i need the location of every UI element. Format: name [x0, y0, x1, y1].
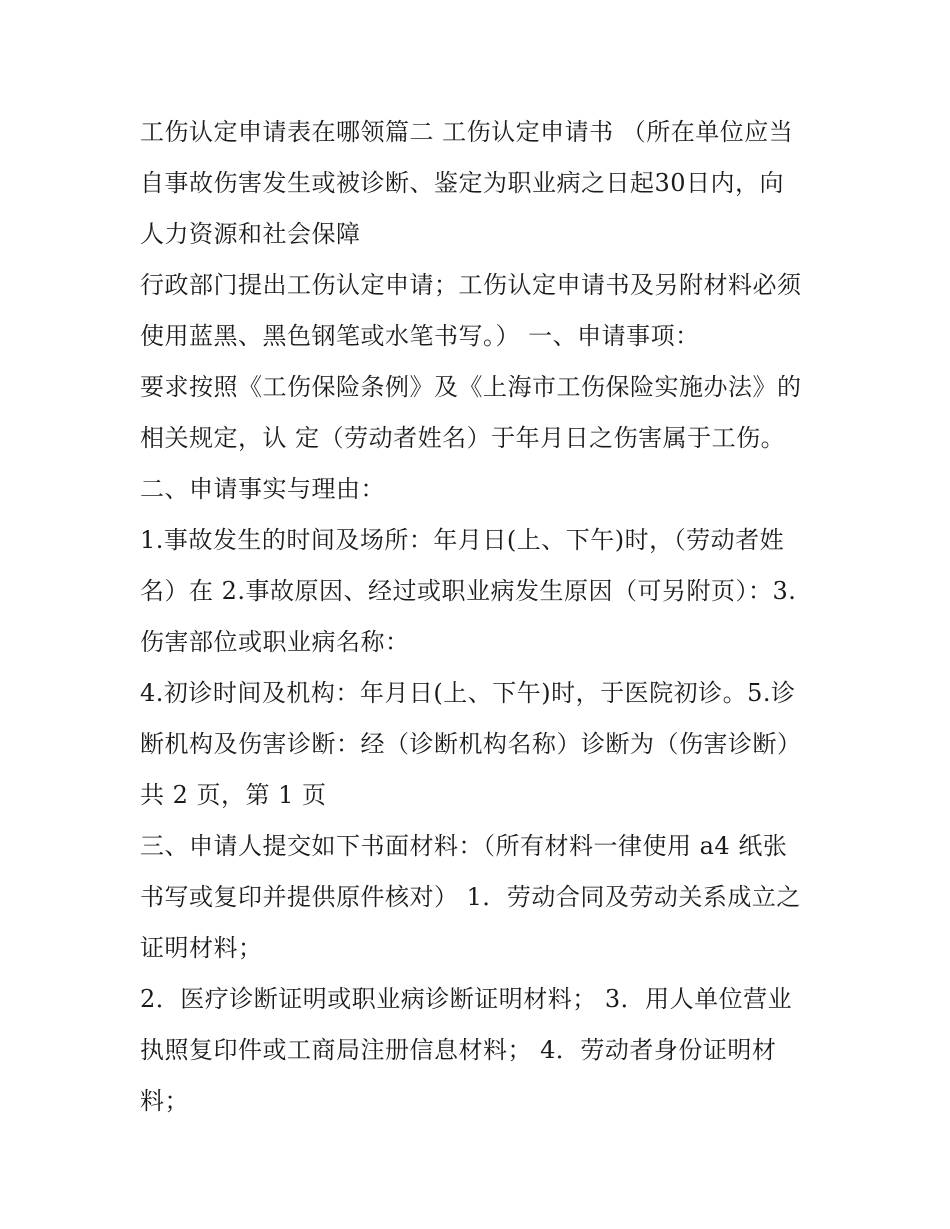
- text-line-3: 人力资源和社会保障: [140, 220, 361, 248]
- document-body: [140, 107, 830, 1127]
- text-line-16: 书写或复印并提供原件核对） 1．劳动合同及劳动关系成立之: [140, 883, 801, 911]
- page-number-line: 共 2 页，第 1 页: [140, 781, 327, 809]
- text-line-10: 名）在 2.事故原因、经过或职业病发生原因（可另附页）：3.: [140, 577, 797, 605]
- text-line-20: 料；: [140, 1087, 189, 1115]
- text-line-18: 2．医疗诊断证明或职业病诊断证明材料； 3．用人单位营业: [140, 985, 793, 1013]
- text-line-5: 使用蓝黑、黑色钢笔或水笔书写。） 一、申请事项：: [140, 322, 700, 350]
- text-line-19: 执照复印件或工商局注册信息材料； 4．劳动者身份证明材: [140, 1036, 777, 1064]
- text-line-2: 自事故伤害发生或被诊断、鉴定为职业病之日起30日内，向: [140, 169, 785, 197]
- text-line-12: 4.初诊时间及机构：年月日(上、下午)时，于医院初诊。5.诊: [140, 679, 796, 707]
- text-line-9: 1.事故发生的时间及场所：年月日(上、下午)时，（劳动者姓: [140, 526, 785, 554]
- text-line-17: 证明材料；: [140, 934, 263, 962]
- text-line-4: 行政部门提出工伤认定申请；工伤认定申请书及另附材料必须: [140, 271, 802, 299]
- text-line-7: 相关规定，认 定（劳动者姓名）于年月日之伤害属于工伤。: [140, 424, 786, 452]
- text-line-11: 伤害部位或职业病名称：: [140, 628, 410, 656]
- text-line-8: 二、申请事实与理由：: [140, 475, 385, 503]
- text-line-1: 工伤认定申请表在哪领篇二 工伤认定申请书 （所在单位应当: [140, 118, 794, 146]
- text-line-15: 三、申请人提交如下书面材料：（所有材料一律使用 a4 纸张: [140, 832, 788, 860]
- text-line-13: 断机构及伤害诊断：经（诊断机构名称）诊断为（伤害诊断）: [140, 730, 802, 758]
- text-line-6: 要求按照《工伤保险条例》及《上海市工伤保险实施办法》的: [140, 373, 802, 401]
